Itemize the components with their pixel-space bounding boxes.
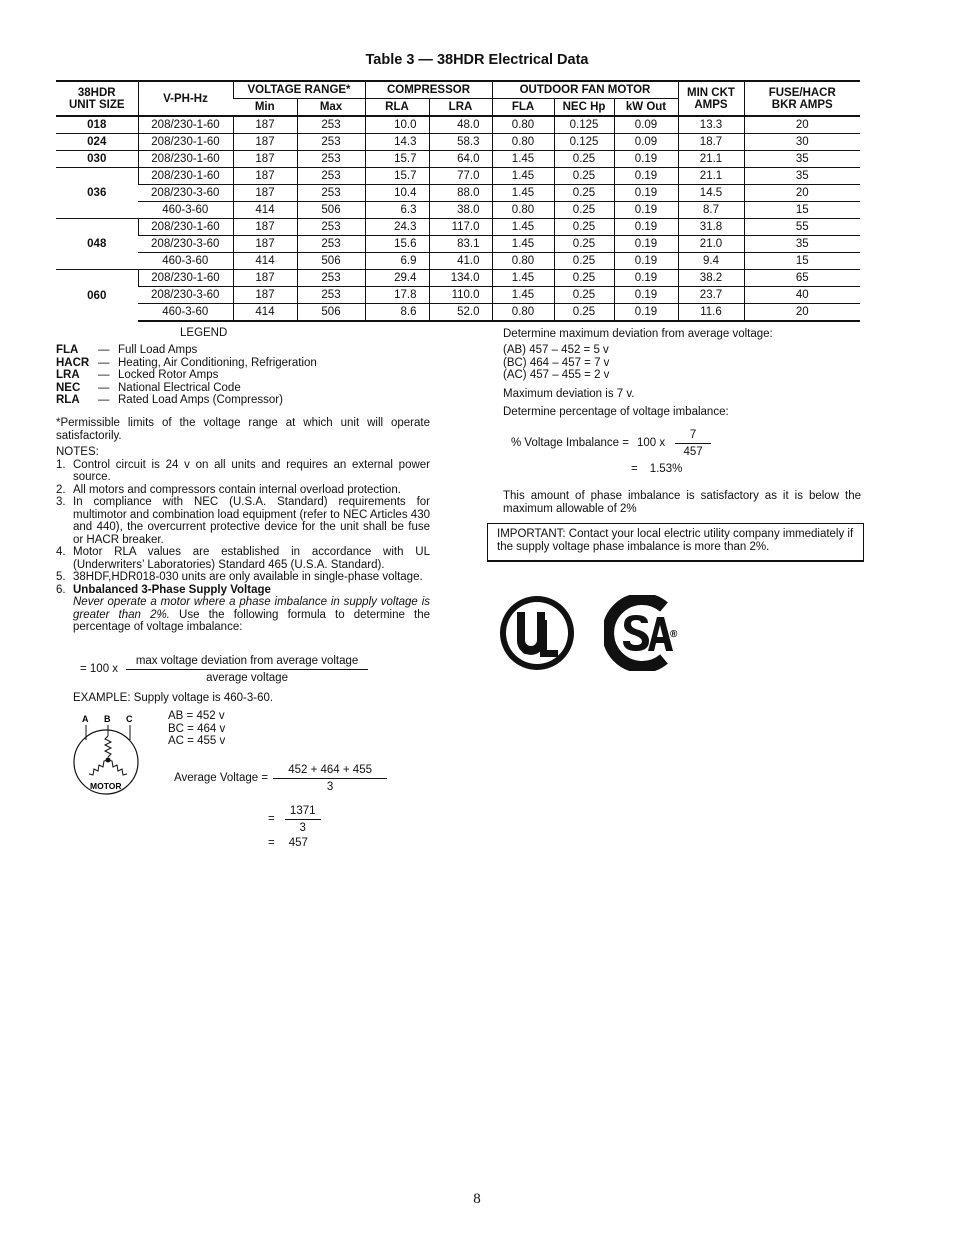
legend xyxy=(56,344,317,407)
header-max: Max xyxy=(297,99,365,117)
legend-item xyxy=(56,357,317,370)
table-cell: 15.7 xyxy=(365,151,429,168)
table-cell: 31.8 xyxy=(678,219,744,236)
table-cell: 1.45 xyxy=(492,168,554,185)
table-cell: 134.0 xyxy=(429,270,492,287)
table-cell: 187 xyxy=(233,116,297,134)
legend-text: Locked Rotor Amps xyxy=(118,369,219,381)
formula-numerator: max voltage deviation from average voltage xyxy=(126,655,368,670)
table-row xyxy=(56,236,860,253)
table-cell: 1.45 xyxy=(492,151,554,168)
table-cell: 208/230-1-60 xyxy=(138,168,233,185)
deviation-bc: (BC) 464 – 457 = 7 v xyxy=(503,356,610,369)
voltage-bc: BC = 464 v xyxy=(168,722,226,735)
note-2: 2. All motors and compressors contain internal overload protection. xyxy=(56,483,401,496)
note-3: 3. In compliance with NEC (U.S.A. Standard) requirements for multimotor and combination load equipment (refer to NEC Articles 430 and 440), the overcurrent protective device for the unit shall be fuse or HACR breaker. xyxy=(56,496,430,546)
unit-size-cell: 048 xyxy=(56,219,138,270)
table-cell: 0.25 xyxy=(554,287,614,304)
table-cell: 35 xyxy=(744,236,860,253)
table-row xyxy=(56,270,860,287)
electrical-data-table xyxy=(56,80,860,322)
table-cell: 0.80 xyxy=(492,134,554,151)
average-result: = 457 xyxy=(268,837,308,849)
table-cell: 11.6 xyxy=(678,304,744,322)
table-cell: 14.5 xyxy=(678,185,744,202)
legend-item xyxy=(56,369,317,382)
table-row xyxy=(56,304,860,322)
formula-denominator: average voltage xyxy=(206,671,288,684)
table-cell: 506 xyxy=(297,253,365,270)
legend-abbr: FLA xyxy=(56,344,79,356)
table-cell: 460-3-60 xyxy=(138,202,233,219)
note-1: 1. Control circuit is 24 v on all units and requires an external power source. xyxy=(56,458,430,483)
ul-registered-mark: ® xyxy=(522,646,529,656)
header-kw-out: kW Out xyxy=(614,99,678,117)
csa-logo-text: CSA xyxy=(604,595,607,596)
table-cell: 0.09 xyxy=(614,134,678,151)
table-cell: 10.4 xyxy=(365,185,429,202)
voltage-ab: AB = 452 v xyxy=(168,710,225,722)
table-cell: 117.0 xyxy=(429,219,492,236)
table-cell: 208/230-3-60 xyxy=(138,287,233,304)
table-cell: 1.45 xyxy=(492,185,554,202)
table-cell: 10.0 xyxy=(365,116,429,134)
header-vph: V-PH-Hz xyxy=(138,81,233,116)
important-notice: IMPORTANT: Contact your local electric utility company immediately if the supply voltage phase imbalance is more than 2%. xyxy=(487,523,864,562)
table-cell: 58.3 xyxy=(429,134,492,151)
motor-label: MOTOR xyxy=(90,781,122,791)
header-outdoor-fan: OUTDOOR FAN MOTOR xyxy=(492,81,678,99)
table-cell: 187 xyxy=(233,185,297,202)
header-nec-hp: NEC Hp xyxy=(554,99,614,117)
table-cell: 0.19 xyxy=(614,236,678,253)
table-cell: 0.19 xyxy=(614,202,678,219)
table-cell: 0.25 xyxy=(554,236,614,253)
table-cell: 187 xyxy=(233,287,297,304)
ul-logo xyxy=(498,594,576,672)
table-cell: 0.25 xyxy=(554,270,614,287)
header-unit-size: 38HDR UNIT SIZE xyxy=(56,81,138,116)
table-cell: 52.0 xyxy=(429,304,492,322)
header-min: Min xyxy=(233,99,297,117)
table-row xyxy=(56,134,860,151)
determine-percentage: Determine percentage of voltage imbalance: xyxy=(503,406,729,418)
table-cell: 0.19 xyxy=(614,168,678,185)
table-cell: 0.09 xyxy=(614,116,678,134)
table-cell: 65 xyxy=(744,270,860,287)
table-cell: 253 xyxy=(297,236,365,253)
table-row xyxy=(56,202,860,219)
ul-logo-text: UL xyxy=(498,594,500,595)
table-cell: 187 xyxy=(233,168,297,185)
table-cell: 253 xyxy=(297,168,365,185)
table-cell: 1.45 xyxy=(492,236,554,253)
table-cell: 15.7 xyxy=(365,168,429,185)
table-cell: 0.80 xyxy=(492,253,554,270)
table-cell: 0.25 xyxy=(554,253,614,270)
table-cell: 88.0 xyxy=(429,185,492,202)
note-5: 5. 38HDF,HDR018-030 units are only available in single-phase voltage. xyxy=(56,571,423,583)
table-cell: 187 xyxy=(233,134,297,151)
legend-abbr: LRA xyxy=(56,369,80,381)
table-cell: 1.45 xyxy=(492,287,554,304)
pct-numerator: 7 xyxy=(675,429,711,444)
table-cell: 77.0 xyxy=(429,168,492,185)
deviation-list xyxy=(503,344,861,382)
pct-denominator: 457 xyxy=(683,445,703,458)
table-cell: 187 xyxy=(233,236,297,253)
average-result-value: 457 xyxy=(288,837,308,849)
header-fla: FLA xyxy=(492,99,554,117)
table-cell: 110.0 xyxy=(429,287,492,304)
note-6-warning: Never operate a motor where a phase imbalance in supply voltage is greater than 2%. xyxy=(73,596,430,621)
unit-size-cell: 018 xyxy=(56,116,138,134)
unit-size-cell: 030 xyxy=(56,151,138,168)
unit-size-cell: 060 xyxy=(56,270,138,322)
table-cell: 18.7 xyxy=(678,134,744,151)
page-number: 8 xyxy=(473,1191,481,1207)
table-cell: 187 xyxy=(233,219,297,236)
table-cell: 20 xyxy=(744,185,860,202)
table-cell: 8.7 xyxy=(678,202,744,219)
table-cell: 0.80 xyxy=(492,116,554,134)
table-row xyxy=(56,151,860,168)
table-cell: 187 xyxy=(233,151,297,168)
table-cell: 506 xyxy=(297,304,365,322)
unit-size-cell: 036 xyxy=(56,168,138,219)
table-cell: 0.19 xyxy=(614,253,678,270)
table-cell: 0.125 xyxy=(554,134,614,151)
table-cell: 208/230-1-60 xyxy=(138,116,233,134)
max-deviation: Maximum deviation is 7 v. xyxy=(503,388,635,400)
header-fuse: FUSE/HACR BKR AMPS xyxy=(744,81,860,116)
terminal-b-label: B xyxy=(104,714,111,724)
legend-dash: — xyxy=(98,369,110,381)
legend-text: Rated Load Amps (Compressor) xyxy=(118,394,283,406)
legend-dash: — xyxy=(98,344,110,356)
notes xyxy=(56,446,430,634)
avg-denominator: 3 xyxy=(326,780,334,793)
table-row xyxy=(56,287,860,304)
legend-text: Heating, Air Conditioning, Refrigeration xyxy=(118,356,317,369)
table-cell: 38.2 xyxy=(678,270,744,287)
table-cell: 0.25 xyxy=(554,185,614,202)
table-cell: 83.1 xyxy=(429,236,492,253)
legend-heading: LEGEND xyxy=(180,327,228,339)
table-cell: 0.19 xyxy=(614,151,678,168)
table-cell: 64.0 xyxy=(429,151,492,168)
legend-text: Full Load Amps xyxy=(118,344,198,356)
table-cell: 21.1 xyxy=(678,168,744,185)
example-voltages xyxy=(168,710,225,748)
percentage-equation: % Voltage Imbalance = 100 x $\frac{7}{457}$ xyxy=(511,429,711,458)
header-min-ckt: MIN CKT AMPS xyxy=(678,81,744,116)
table-cell: 0.25 xyxy=(554,219,614,236)
voltage-ac: AC = 455 v xyxy=(168,735,226,747)
note-4: 4. Motor RLA values are established in accordance with UL (Underwriters’ Laboratories) Standard 465 (U.S.A. Standard). xyxy=(56,546,430,571)
table-cell: 15.6 xyxy=(365,236,429,253)
terminal-a-label: A xyxy=(82,714,89,724)
table-cell: 35 xyxy=(744,151,860,168)
table-cell: 41.0 xyxy=(429,253,492,270)
table-cell: 35 xyxy=(744,168,860,185)
table-cell: 208/230-1-60 xyxy=(138,134,233,151)
table-row xyxy=(56,219,860,236)
motor-wye-diagram xyxy=(68,710,148,800)
step2-numerator: 1371 xyxy=(285,805,321,820)
determine-deviation: Determine maximum deviation from average voltage: xyxy=(503,328,773,340)
deviation-ab: (AB) 457 – 452 = 5 v xyxy=(503,344,609,356)
table-cell: 0.125 xyxy=(554,116,614,134)
table-cell: 414 xyxy=(233,202,297,219)
table-cell: 20 xyxy=(744,304,860,322)
table-cell: 24.3 xyxy=(365,219,429,236)
deviation-ac: (AC) 457 – 455 = 2 v xyxy=(503,369,610,381)
table-row xyxy=(56,253,860,270)
table-cell: 208/230-1-60 xyxy=(138,270,233,287)
table-cell: 0.19 xyxy=(614,185,678,202)
table-cell: 13.3 xyxy=(678,116,744,134)
table-cell: 0.25 xyxy=(554,151,614,168)
example-text: EXAMPLE: Supply voltage is 460-3-60. xyxy=(73,692,274,704)
table-cell: 208/230-1-60 xyxy=(138,151,233,168)
table-cell: 38.0 xyxy=(429,202,492,219)
table-cell: 253 xyxy=(297,287,365,304)
table-cell: 0.80 xyxy=(492,304,554,322)
table-cell: 253 xyxy=(297,116,365,134)
table-cell: 0.25 xyxy=(554,168,614,185)
legend-abbr: RLA xyxy=(56,394,80,406)
table-cell: 14.3 xyxy=(365,134,429,151)
table-cell: 0.19 xyxy=(614,287,678,304)
table-cell: 6.9 xyxy=(365,253,429,270)
table-cell: 55 xyxy=(744,219,860,236)
legend-dash: — xyxy=(98,394,110,406)
legend-item xyxy=(56,382,317,395)
table-row xyxy=(56,185,860,202)
table-cell: 0.19 xyxy=(614,270,678,287)
notes-heading: NOTES: xyxy=(56,446,99,458)
table-cell: 15 xyxy=(744,253,860,270)
table-cell: 506 xyxy=(297,202,365,219)
table-cell: 29.4 xyxy=(365,270,429,287)
legend-abbr: NEC xyxy=(56,381,81,394)
table-cell: 23.7 xyxy=(678,287,744,304)
note-6: 6. Unbalanced 3-Phase Supply Voltage Never operate a motor where a phase imbalance in supply voltage is greater than 2%. Use the following formula to determine the percentage of voltage imbalance: xyxy=(56,583,430,633)
header-rla: RLA xyxy=(365,99,429,117)
table-cell: 414 xyxy=(233,253,297,270)
table-row xyxy=(56,116,860,134)
table-cell: 15 xyxy=(744,202,860,219)
legend-text: National Electrical Code xyxy=(118,381,241,394)
percentage-result: = 1.53% xyxy=(631,463,683,475)
table-cell: 0.25 xyxy=(554,202,614,219)
table-cell: 20 xyxy=(744,116,860,134)
table-cell: 208/230-1-60 xyxy=(138,219,233,236)
table-cell: 460-3-60 xyxy=(138,304,233,322)
table-row xyxy=(56,168,860,185)
table-cell: 9.4 xyxy=(678,253,744,270)
table-cell: 253 xyxy=(297,134,365,151)
table-cell: 187 xyxy=(233,270,297,287)
terminal-c-label: C xyxy=(126,714,133,724)
table-cell: 1.45 xyxy=(492,270,554,287)
table-cell: 0.19 xyxy=(614,219,678,236)
header-lra: LRA xyxy=(429,99,492,117)
average-step-2: = $\frac{1371}{3}$ xyxy=(268,805,321,834)
conclusion: This amount of phase imbalance is satisfactory as it is below the maximum allowable of 2% xyxy=(503,490,861,515)
table-cell: 253 xyxy=(297,270,365,287)
header-compressor: COMPRESSOR xyxy=(365,81,492,99)
table-cell: 253 xyxy=(297,219,365,236)
header-voltage-range: VOLTAGE RANGE* xyxy=(233,81,365,99)
table-cell: 21.0 xyxy=(678,236,744,253)
table-cell: 21.1 xyxy=(678,151,744,168)
legend-dash: — xyxy=(98,356,110,369)
legend-item xyxy=(56,344,317,357)
table-cell: 208/230-3-60 xyxy=(138,236,233,253)
legend-abbr: HACR xyxy=(56,356,90,369)
note-6-title: Unbalanced 3-Phase Supply Voltage xyxy=(73,583,271,596)
table-cell: 40 xyxy=(744,287,860,304)
table-cell: 0.25 xyxy=(554,304,614,322)
table-body xyxy=(56,116,860,321)
table-cell: 253 xyxy=(297,185,365,202)
table-cell: 30 xyxy=(744,134,860,151)
percentage-result-value: 1.53% xyxy=(649,463,683,475)
table-cell: 0.19 xyxy=(614,304,678,322)
voltage-range-footnote: *Permissible limits of the voltage range at which unit will operate satisfactorily. xyxy=(56,417,430,442)
csa-logo xyxy=(604,595,684,671)
table-cell: 253 xyxy=(297,151,365,168)
avg-numerator: 452 + 464 + 455 xyxy=(273,764,387,779)
csa-registered-mark: ® xyxy=(670,629,678,640)
imbalance-formula: = 100 x $\frac{\text{max voltage deviation from average voltage}}{\text{average voltage}}$ xyxy=(80,655,368,684)
table-cell: 17.8 xyxy=(365,287,429,304)
average-voltage-equation: Average Voltage = $\frac{452 + 464 + 455}{3}$ xyxy=(174,764,387,793)
step2-denominator: 3 xyxy=(299,821,306,834)
unit-size-cell: 024 xyxy=(56,134,138,151)
table-title: Table 3 — 38HDR Electrical Data xyxy=(365,52,589,68)
table-cell: 414 xyxy=(233,304,297,322)
legend-dash: — xyxy=(98,381,110,394)
table-cell: 6.3 xyxy=(365,202,429,219)
table-cell: 0.80 xyxy=(492,202,554,219)
table-cell: 8.6 xyxy=(365,304,429,322)
table-cell: 48.0 xyxy=(429,116,492,134)
legend-item xyxy=(56,394,317,407)
table-cell: 460-3-60 xyxy=(138,253,233,270)
table-cell: 208/230-3-60 xyxy=(138,185,233,202)
table-cell: 1.45 xyxy=(492,219,554,236)
